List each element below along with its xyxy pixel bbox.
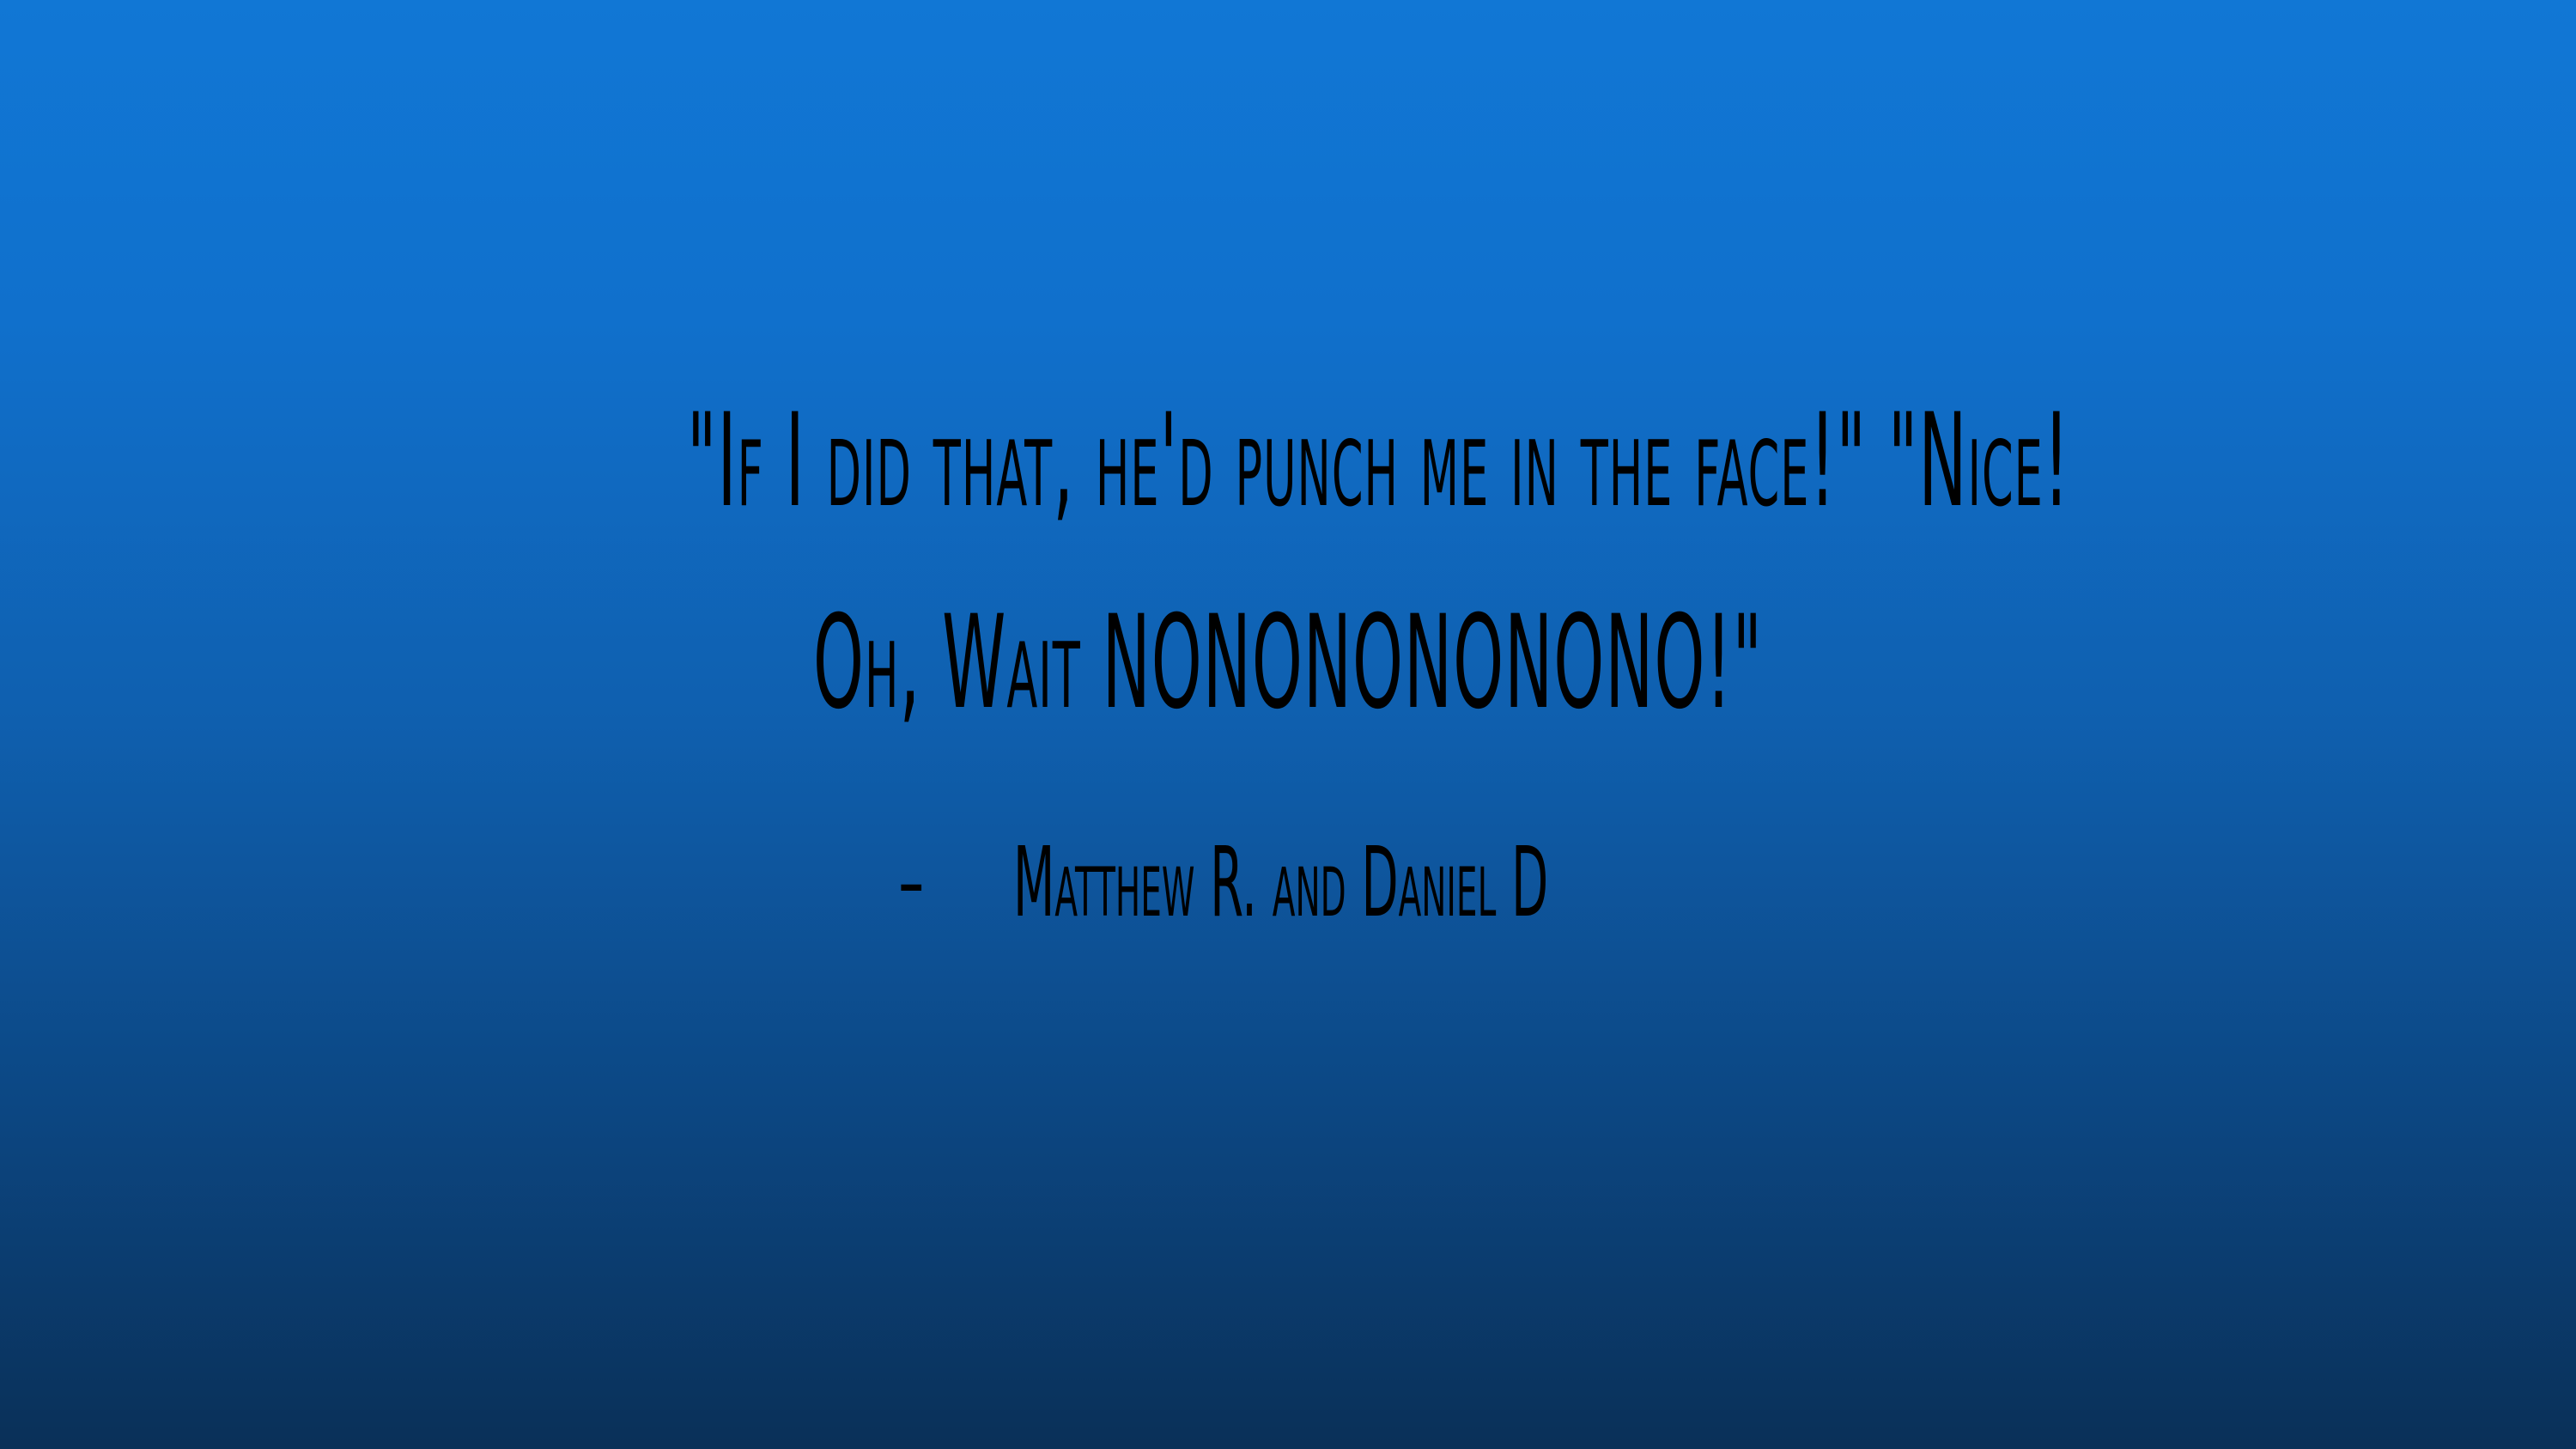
quote-line-2: Oh, Wait NONONONONONO!" (812, 588, 1764, 738)
quote-line-1: "If I did that, he'd punch me in the face!" "Nice! (687, 387, 2070, 536)
quote-text (687, 361, 2070, 764)
attribution-text: Matthew R. and Daniel D (1013, 827, 1549, 939)
attribution-dash: - (897, 837, 926, 928)
